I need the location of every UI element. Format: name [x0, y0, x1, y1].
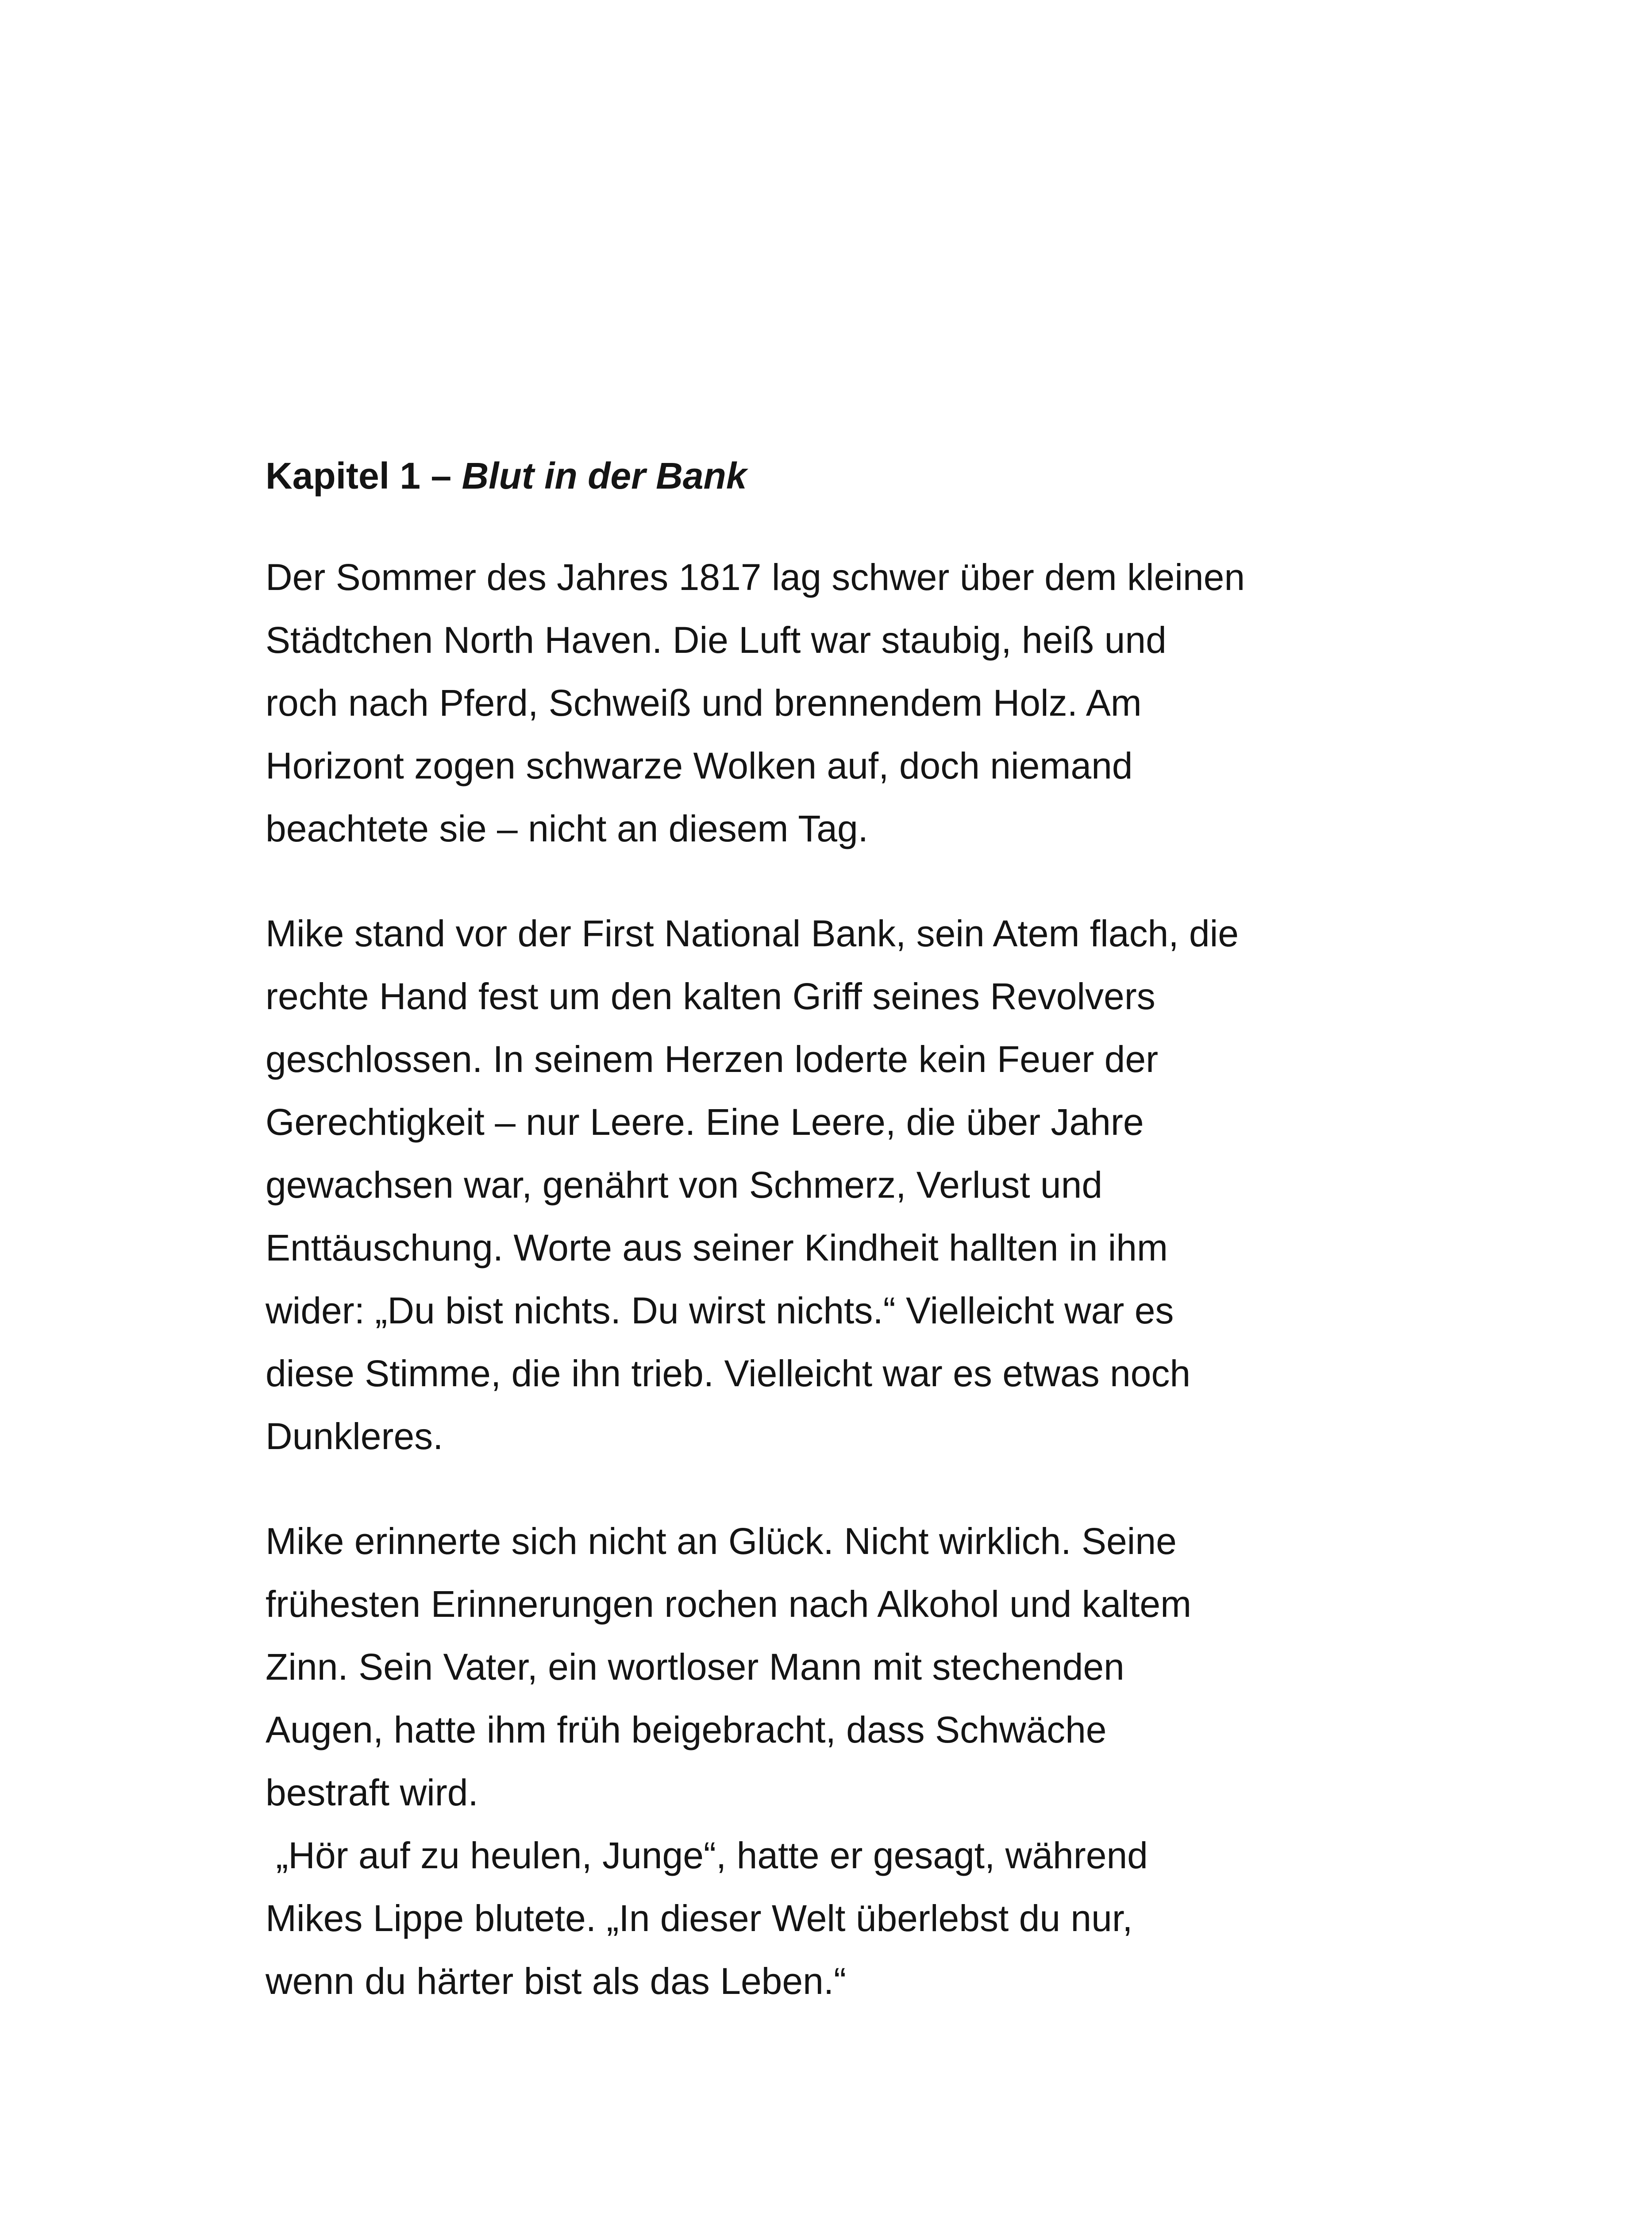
text-line: wider: „Du bist nichts. Du wirst nichts.“ Vielleicht war es: [266, 1290, 1174, 1331]
chapter-heading: [266, 449, 1398, 502]
text-line: gewachsen war, genährt von Schmerz, Verlust und: [266, 1164, 1103, 1206]
text-line: Gerechtigkeit – nur Leere. Eine Leere, die über Jahre: [266, 1101, 1144, 1143]
paragraph-2: [266, 902, 1398, 1468]
text-line: Dunkleres.: [266, 1415, 443, 1457]
text-line: Mike erinnerte sich nicht an Glück. Nicht wirklich. Seine: [266, 1520, 1177, 1562]
text-line: Der Sommer des Jahres 1817 lag schwer über dem kleinen: [266, 556, 1245, 598]
text-line: diese Stimme, die ihn trieb. Vielleicht war es etwas noch: [266, 1353, 1191, 1394]
text-line: Horizont zogen schwarze Wolken auf, doch niemand: [266, 745, 1133, 787]
chapter-number: Kapitel 1 –: [266, 455, 462, 497]
text-line: roch nach Pferd, Schweiß und brennendem Holz. Am: [266, 682, 1142, 724]
text-line: Zinn. Sein Vater, ein wortloser Mann mit stechenden: [266, 1646, 1124, 1688]
text-line: wenn du härter bist als das Leben.“: [266, 1960, 847, 2002]
text-line: frühesten Erinnerungen rochen nach Alkohol und kaltem: [266, 1583, 1192, 1625]
text-line: bestraft wird.: [266, 1772, 478, 1813]
text-line: Mike stand vor der First National Bank, sein Atem flach, die: [266, 913, 1239, 954]
text-line: beachtete sie – nicht an diesem Tag.: [266, 808, 869, 849]
paragraph-3: [266, 1510, 1398, 2013]
text-line: rechte Hand fest um den kalten Griff seines Revolvers: [266, 975, 1155, 1017]
text-line: „Hör auf zu heulen, Junge“, hatte er gesagt, während: [266, 1835, 1148, 1876]
text-line: geschlossen. In seinem Herzen loderte kein Feuer der: [266, 1038, 1159, 1080]
paragraph-1: [266, 546, 1398, 860]
text-line: Städtchen North Haven. Die Luft war staubig, heiß und: [266, 619, 1167, 661]
text-line: Augen, hatte ihm früh beigebracht, dass Schwäche: [266, 1709, 1107, 1750]
document-page: [266, 449, 1398, 2055]
chapter-title: Blut in der Bank: [462, 455, 747, 497]
text-line: Mikes Lippe blutete. „In dieser Welt überlebst du nur,: [266, 1897, 1133, 1939]
text-line: Enttäuschung. Worte aus seiner Kindheit hallten in ihm: [266, 1227, 1168, 1268]
